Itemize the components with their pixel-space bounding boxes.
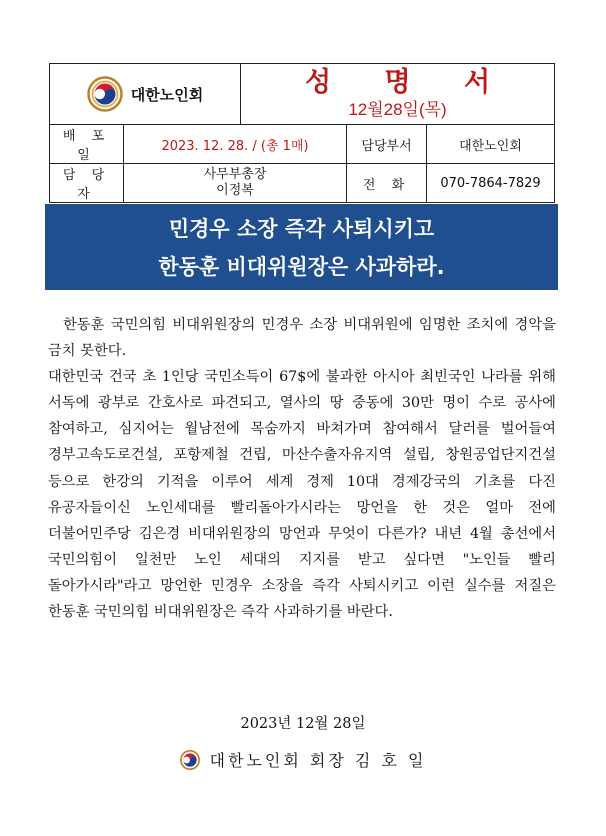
department-label: 담당부서	[347, 125, 427, 164]
closing-date: 2023년 12월 28일	[240, 716, 366, 732]
document-title: 성 명 서	[305, 67, 513, 98]
distribution-label: 배 포 일	[50, 125, 124, 164]
manager-label: 담 당 자	[50, 164, 124, 203]
org-name: 대한노인회	[130, 86, 204, 104]
headline-banner	[45, 204, 558, 290]
statement-paragraph-1: 한동훈 국민의힘 비대위원장의 민경우 소장 비대위원에 임명한 조치에 경악을 금치 못한다.	[48, 317, 556, 360]
headline-line-1: 민경우 소장 즉각 사퇴시키고	[168, 217, 435, 241]
taegeuk-emblem-icon	[180, 750, 200, 770]
phone-value: 070-7864-7829	[427, 164, 555, 203]
header-table	[49, 63, 555, 203]
signature-block	[0, 748, 606, 771]
title-cell	[241, 64, 555, 125]
statement-paragraph-2: 대한민국 건국 초 1인당 국민소득이 67$에 불과한 아시아 최빈국인 나라를 위해 서독에 광부로 간호사로 파견되고, 열사의 땅 중동에 30만 명이 수로 공사에 참여하고, 심지어는 월남전에 목숨까지 바쳐가며 참여해서 달러를 벌어들여 경부고속도로건설, 포항제철 건립, 마산수출자유지역 설립, 창원공업단지건설 등으로 한강의 기적을 이루어 세계 경제 10대 경제강국의 기초를 다진 유공자들이신 노인세대를 빨리돌아가시라는 망언을 한 것은 얼마 전에 더불어민주당 김은경 비대위원장의 망언과 무엇이 다른가? 내년 4월 총선에서 국민의힘이 일천만 노인 세대의 지지를 받고 싶다면 "노인들 빨리 돌아가시라"라고 망언한 민경우 소장을 즉각 사퇴시키고 이런 실수를 저질은 한동훈 국민의힘 비대위원장은 즉각 사과하기를 바란다.	[48, 369, 556, 621]
manager-title: 사무부총장	[203, 167, 267, 182]
document-date: 12월28일(목)	[348, 100, 447, 119]
statement-body	[48, 312, 556, 625]
manager-name: 이정복	[216, 183, 254, 198]
headline-line-2: 한동훈 비대위원장은 사과하라.	[158, 255, 445, 279]
distribution-value: 2023. 12. 28. / (총 1매)	[124, 125, 347, 164]
org-logo-cell	[50, 64, 241, 125]
manager-cell	[124, 164, 347, 203]
phone-label: 전 화	[347, 164, 427, 203]
signature-text: 대한노인회 회장 김 호 일	[209, 751, 427, 770]
taegeuk-emblem-icon	[87, 76, 123, 112]
department-value: 대한노인회	[427, 125, 555, 164]
